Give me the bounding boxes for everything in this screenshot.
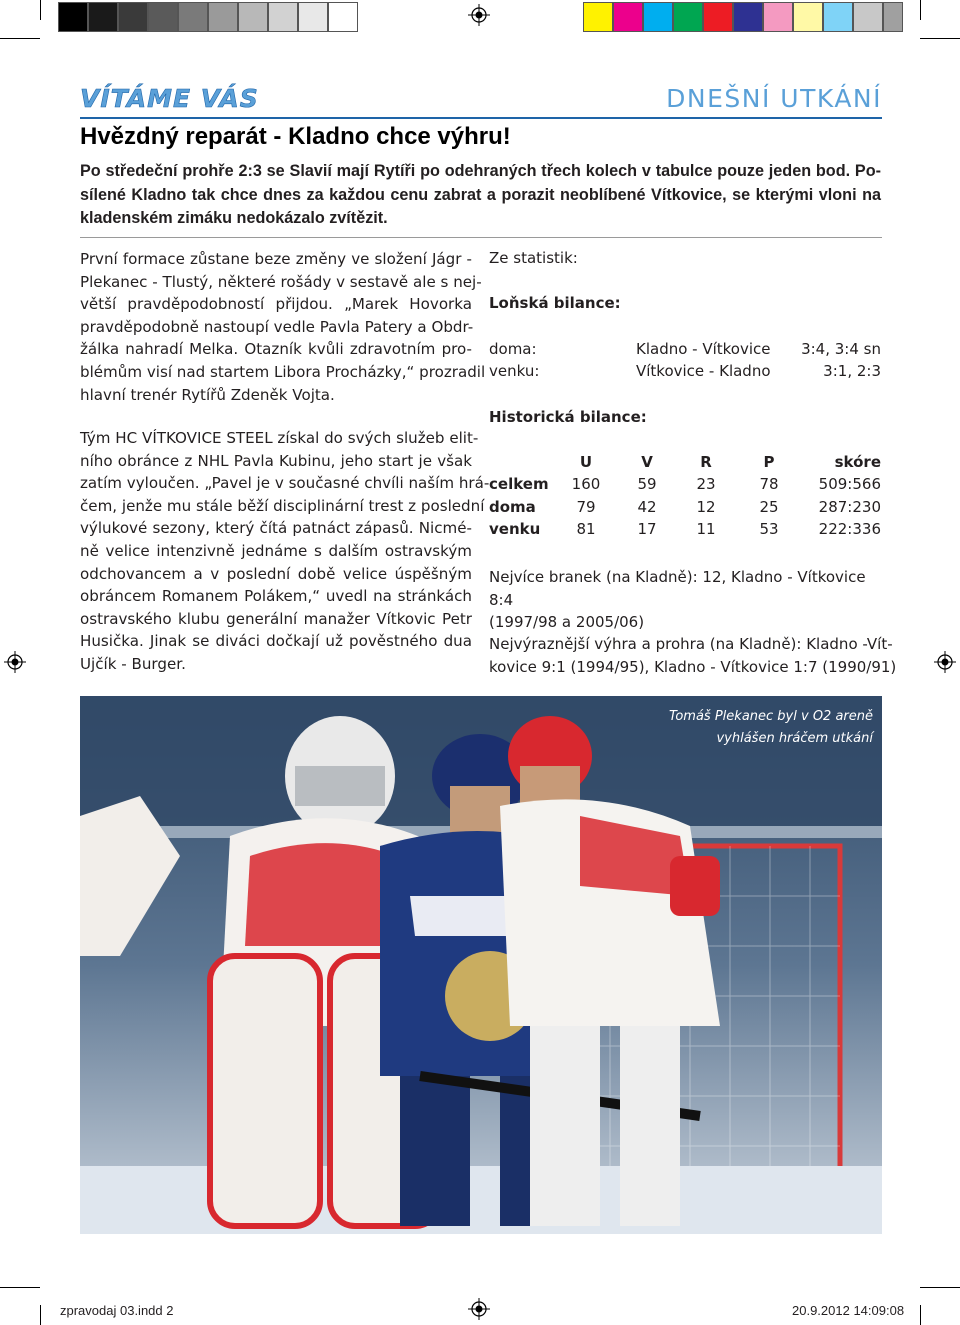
footer-file-name: zpravodaj 03.indd 2	[60, 1303, 174, 1318]
last-season-match: Kladno - Vítkovice	[636, 340, 771, 358]
table-cell: 59	[637, 475, 657, 493]
table-cell: 81	[576, 520, 596, 538]
last-season-score: 3:4, 3:4 sn	[801, 340, 881, 358]
text-line: čem, jenže mu stále běží disciplinární trest z poslední	[80, 496, 485, 515]
crop-mark	[40, 0, 41, 20]
text-line: hlavní trenér Rytířů Zdeněk Vojta.	[80, 385, 335, 404]
stats-historical-heading: Historická bilance:	[489, 408, 647, 426]
last-season-score: 3:1, 2:3	[823, 362, 881, 380]
crop-mark	[40, 1305, 41, 1325]
table-cell: 287:230	[818, 498, 881, 516]
crop-mark	[920, 1305, 921, 1325]
paragraph-vitkovice	[80, 427, 490, 676]
stats-intro: Ze statistik:	[489, 249, 578, 267]
last-season-label: venku:	[489, 362, 540, 380]
crop-mark	[920, 0, 921, 20]
table-cell: 11	[696, 520, 716, 538]
swatch-light-gray	[853, 2, 883, 32]
text-line: ně velice intenzivně jednáme s dalším ostravským	[80, 541, 472, 560]
crop-mark	[0, 1287, 40, 1288]
text-line: obráncem Romanem Polákem,“ uvedl na stránkách	[80, 587, 472, 606]
text-line: pravděpodobně nastoupí vedle Pavla Patery a Obdr-	[80, 317, 474, 336]
paragraph-lineup	[80, 248, 486, 406]
table-header: U	[579, 453, 593, 471]
swatch-gray-2	[118, 2, 148, 32]
swatch-yellow	[583, 2, 613, 32]
caption-line: vyhlášen hráčem utkání	[716, 731, 873, 746]
table-cell: 12	[696, 498, 716, 516]
registration-mark-icon	[4, 651, 26, 673]
table-cell: 23	[696, 475, 716, 493]
text-line: Tým HC VÍTKOVICE STEEL získal do svých služeb elit-	[80, 429, 479, 447]
swatch-gray-7	[268, 2, 298, 32]
table-row-label: venku	[489, 520, 541, 538]
divider	[80, 237, 882, 238]
swatch-pale-cyan	[823, 2, 853, 32]
swatch-mid-gray	[883, 2, 903, 32]
caption-line: Tomáš Plekanec byl v O2 areně	[669, 709, 873, 724]
swatch-gray-1	[88, 2, 118, 32]
lead-line: sílené Kladno tak chce dnes za každou cenu zabrat a porazit neoblíbené Vítkovice, se kterými vloni na	[80, 185, 881, 204]
last-season-match: Vítkovice - Kladno	[636, 362, 771, 380]
table-cell: 509:566	[818, 475, 881, 493]
last-season-label: doma:	[489, 340, 537, 358]
section-label-right: DNEŠNÍ UTKÁNÍ	[666, 84, 882, 113]
table-row-label: doma	[489, 498, 536, 516]
swatch-pale-yellow	[793, 2, 823, 32]
swatch-gray-4	[178, 2, 208, 32]
registration-mark-icon	[468, 4, 490, 26]
hockey-photo	[80, 696, 882, 1234]
header-rule	[80, 117, 882, 119]
text-line: zatím vyloučen. „Pavel je v současné chvíli naším hrá-	[80, 474, 490, 493]
crop-mark	[920, 38, 960, 39]
stats-last-season-heading: Loňská bilance:	[489, 294, 621, 312]
table-cell: 78	[759, 475, 779, 493]
table-cell: 160	[571, 475, 601, 493]
stats-note-biggest	[489, 633, 897, 678]
table-row-label: celkem	[489, 475, 549, 493]
table-cell: 17	[637, 520, 657, 538]
table-cell: 53	[759, 520, 779, 538]
lead-paragraph	[80, 160, 881, 231]
swatch-red	[703, 2, 733, 32]
table-cell: 42	[637, 498, 657, 516]
text-line: kovice 9:1 (1994/95), Kladno - Vítkovice 1:7 (1990/91)	[489, 657, 897, 676]
swatch-gray-5	[208, 2, 238, 32]
text-line: (1997/98 a 2005/06)	[489, 613, 645, 631]
photo-caption	[669, 706, 873, 750]
table-header: V	[641, 453, 653, 471]
swatch-gray-8	[298, 2, 328, 32]
registration-mark-icon	[468, 1298, 490, 1320]
swatch-gray-3	[148, 2, 178, 32]
text-line: Plekanec - Tlustý, některé rošády v sestavě ale s nej-	[80, 272, 482, 291]
crop-mark	[0, 38, 40, 39]
crop-mark	[920, 1287, 960, 1288]
swatch-blue	[733, 2, 763, 32]
swatch-black	[58, 2, 88, 32]
text-line: blémům visí nad startem Libora Procházky,“ prozradil	[80, 362, 486, 381]
text-line: větší pravděpodobností přijdou. „Marek Hovorka	[80, 295, 472, 314]
text-line: ního obránce z NHL Pavla Kubinu, jeho start je však	[80, 451, 472, 470]
swatch-magenta	[613, 2, 643, 32]
text-line: Nejvíce branek (na Kladně): 12, Kladno - Vítkovice 8:4	[489, 568, 866, 609]
table-header: R	[700, 453, 712, 471]
lead-line: Po středeční prohře 2:3 se Slavií mají Rytíři po odehraných třech kolech v tabulce pouze jeden bod. Po-	[80, 162, 881, 180]
text-line: výlukové sezony, který čítá patnáct zápasů. Nicmé-	[80, 519, 472, 538]
registration-mark-icon	[934, 651, 956, 673]
text-line: ostravského klubu generální manažer Vítkovic Petr	[80, 609, 472, 628]
text-line: Husička. Jinak se diváci dočkají už pověstného dua	[80, 632, 472, 651]
page-title: Hvězdný reparát - Kladno chce výhru!	[80, 123, 511, 150]
table-cell: 25	[759, 498, 779, 516]
text-line: Ujčík - Burger.	[80, 654, 186, 673]
footer-date: 20.9.2012 14:09:08	[792, 1303, 905, 1318]
stats-note-goals	[489, 566, 881, 634]
table-cell: 222:336	[818, 520, 881, 538]
table-header: P	[763, 453, 775, 471]
swatch-gray-6	[238, 2, 268, 32]
hockey-scene-illustration	[80, 696, 882, 1234]
swatch-white	[328, 2, 358, 32]
swatch-green	[673, 2, 703, 32]
text-line: Nejvýraznější výhra a prohra (na Kladně): Kladno -Vít-	[489, 635, 893, 653]
text-line: odchovancem a v poslední době velice úspěšným	[80, 564, 472, 583]
text-line: žálka nahradí Melka. Otazník kvůli zdravotním pro-	[80, 340, 472, 359]
section-label-left: VÍTÁME VÁS	[80, 84, 259, 113]
swatch-cyan	[643, 2, 673, 32]
table-cell: 79	[576, 498, 596, 516]
swatch-pink	[763, 2, 793, 32]
table-header: skóre	[834, 453, 881, 471]
lead-line: kladenském zimáku nedokázalo zvítězit.	[80, 209, 388, 227]
text-line: První formace zůstane beze změny ve složení Jágr -	[80, 250, 472, 268]
